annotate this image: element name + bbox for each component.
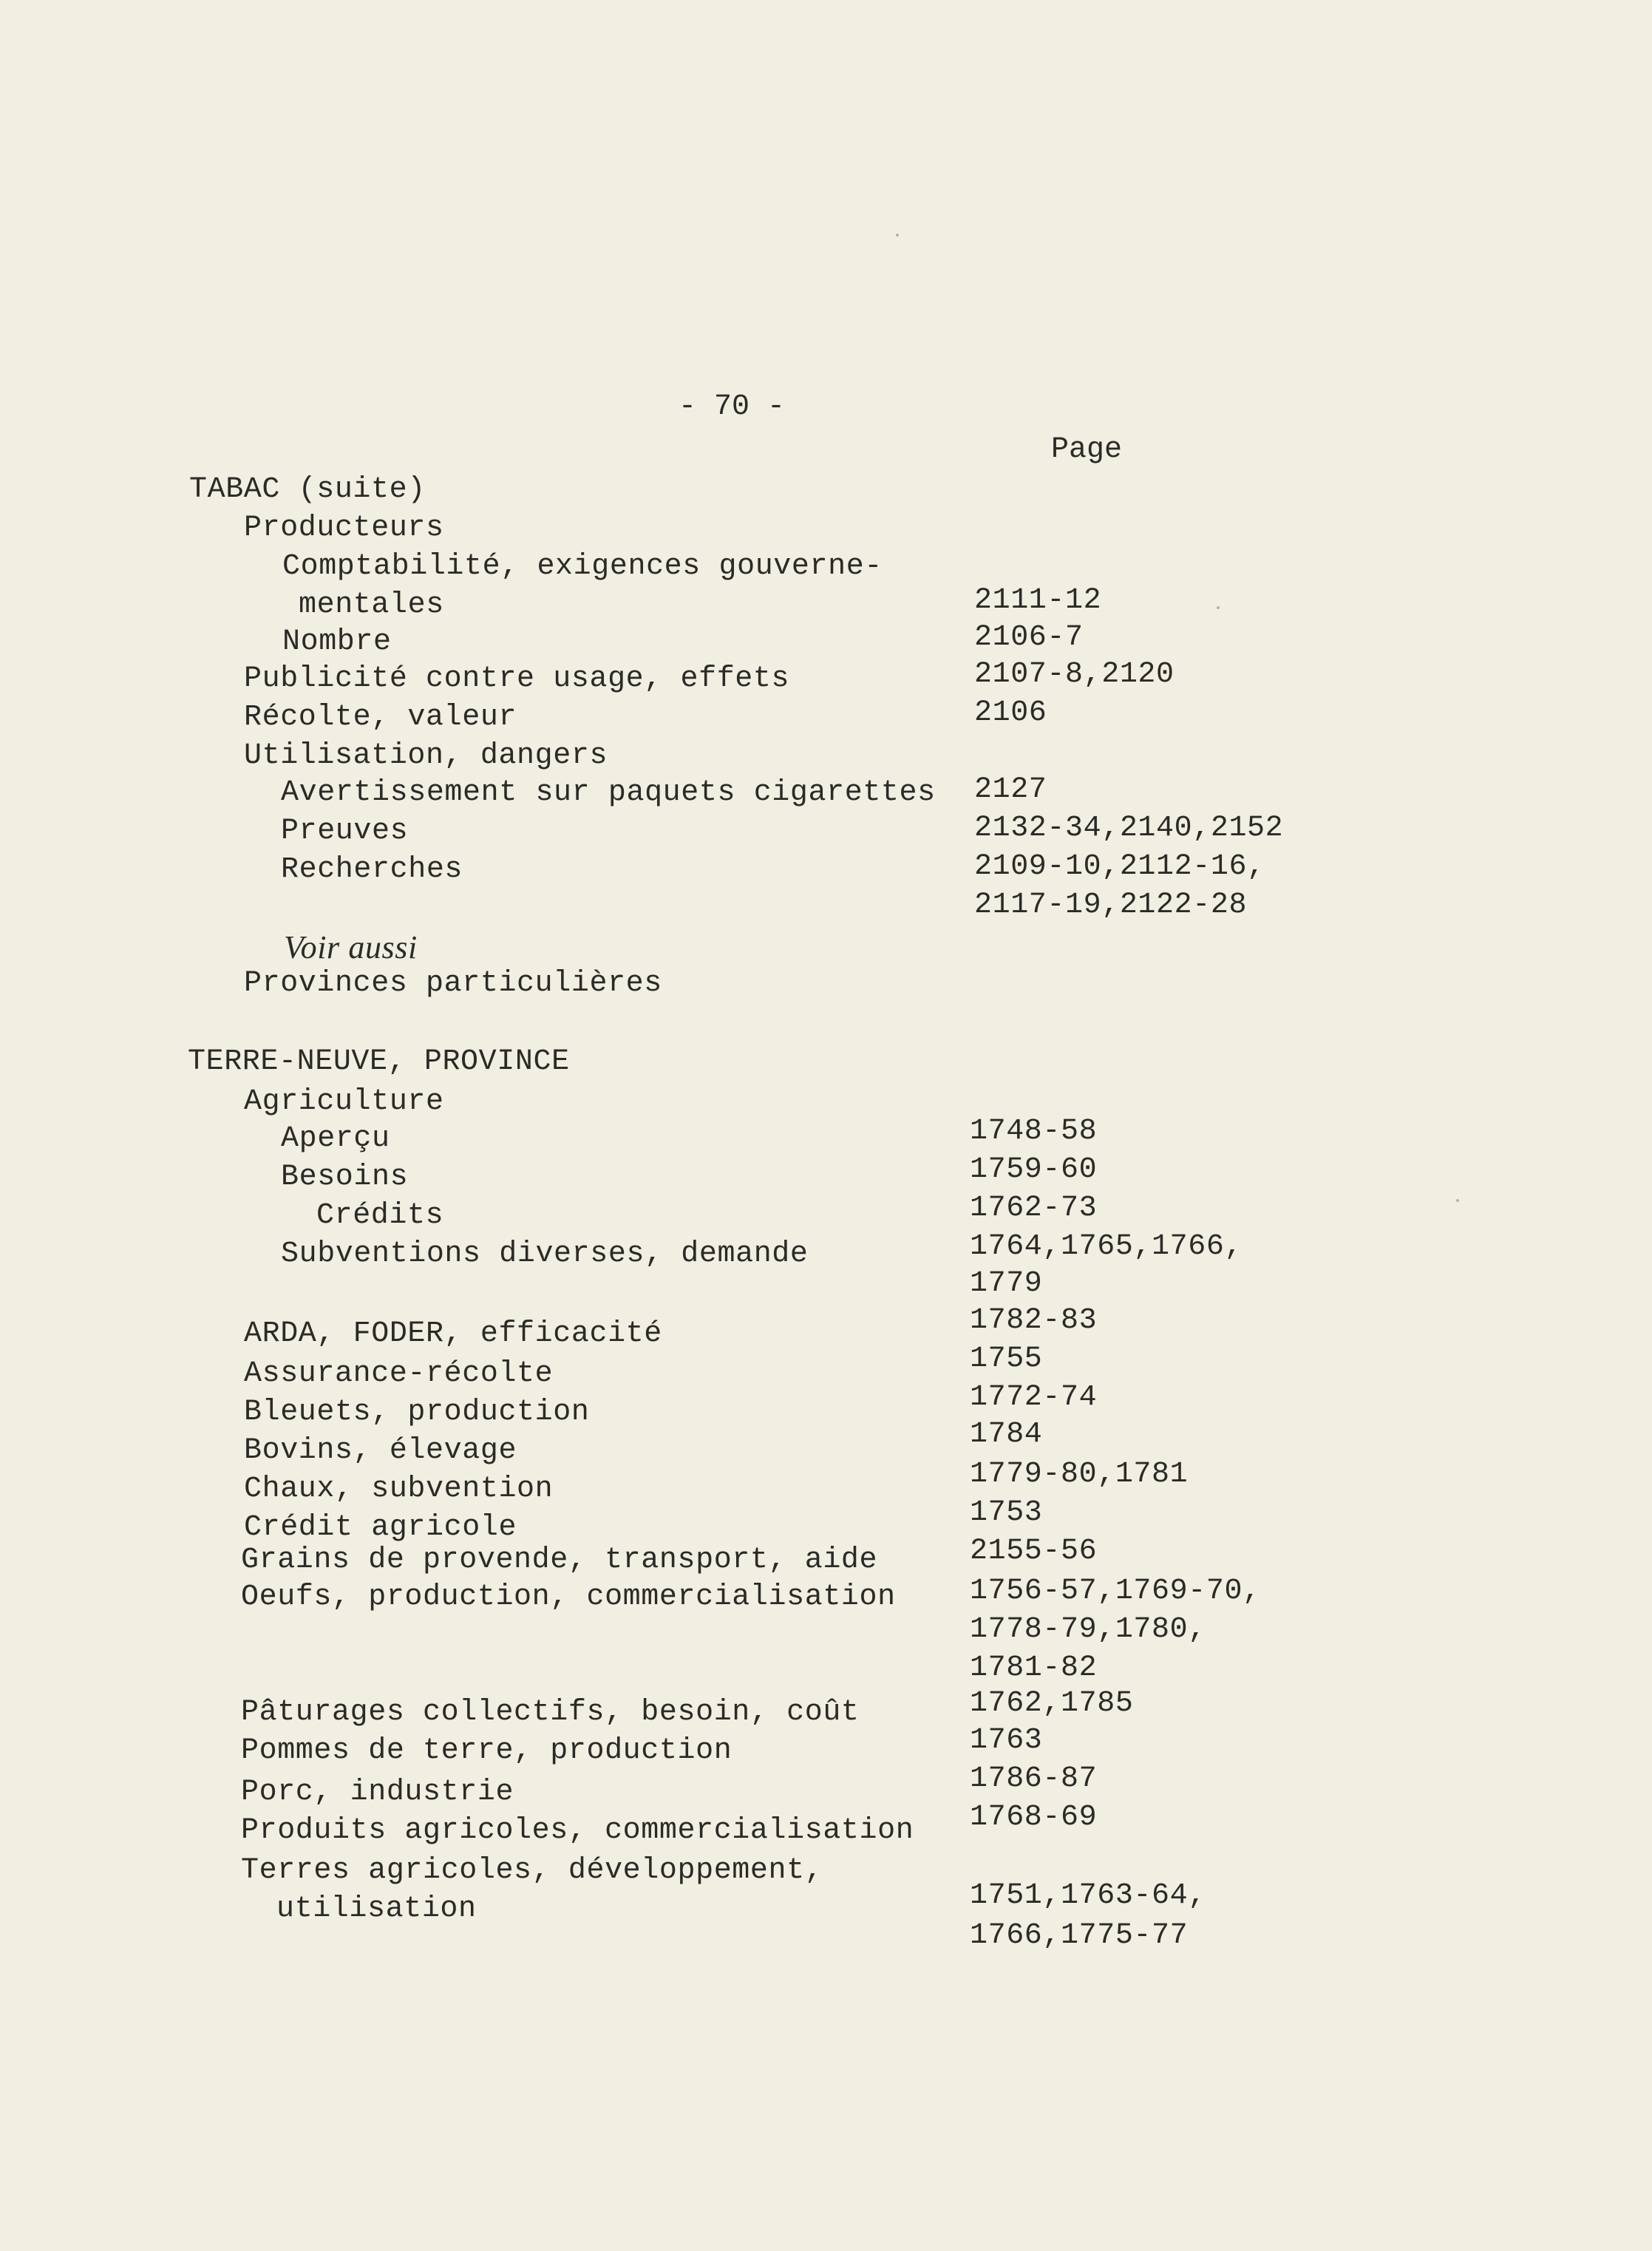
index-entry: Agriculture: [244, 1085, 444, 1118]
index-entry: Utilisation, dangers: [244, 739, 608, 773]
index-entry: Aperçu: [281, 1122, 390, 1155]
page-reference: 1768-69: [970, 1801, 1098, 1834]
paper-speck: [1217, 606, 1220, 609]
index-entry: Pommes de terre, production: [241, 1734, 732, 1768]
page-reference: 2106-7: [974, 621, 1084, 654]
page-reference: 2155-56: [970, 1535, 1098, 1568]
index-entry: Assurance-récolte: [244, 1357, 554, 1391]
page-reference: 1781-82: [970, 1651, 1098, 1685]
index-entry: Récolte, valeur: [244, 701, 517, 734]
index-entry: Avertissement sur paquets cigarettes: [281, 776, 936, 809]
index-entry: Comptabilité, exigences gouverne-: [282, 550, 883, 583]
index-entry: Bovins, élevage: [244, 1434, 517, 1467]
page-reference: 1751,1763-64,: [970, 1879, 1206, 1912]
index-entry: Provinces particulières: [244, 967, 662, 1000]
page-reference: 1763: [970, 1724, 1043, 1757]
index-entry: Producteurs: [244, 512, 444, 545]
index-entry: Bleuets, production: [244, 1396, 590, 1429]
section-heading-tabac: TABAC (suite): [189, 473, 426, 506]
page-reference: 1766,1775-77: [970, 1919, 1189, 1952]
page-reference: 1753: [970, 1496, 1043, 1529]
index-entry: Recherches: [281, 853, 463, 886]
index-entry: Publicité contre usage, effets: [244, 662, 790, 696]
index-entry: Terres agricoles, développement,: [241, 1854, 823, 1887]
page-number: - 70 -: [679, 390, 786, 424]
paper-speck: [896, 234, 899, 237]
page-reference: 1748-58: [970, 1115, 1098, 1148]
index-entry: Chaux, subvention: [244, 1473, 554, 1506]
index-entry: Nombre: [282, 625, 392, 659]
page-reference: 2106: [974, 696, 1047, 730]
index-entry: Crédits: [316, 1199, 444, 1232]
page-reference: 1784: [970, 1418, 1043, 1451]
index-entry: Crédit agricole: [244, 1511, 517, 1544]
index-entry: utilisation: [276, 1892, 477, 1926]
see-also-label: Voir aussi: [284, 929, 418, 965]
page-reference: 1786-87: [970, 1762, 1098, 1796]
page-reference: 2132-34,2140,2152: [974, 812, 1284, 845]
page-reference: 2109-10,2112-16,: [974, 850, 1265, 883]
page-reference: 2117-19,2122-28: [974, 889, 1248, 922]
section-heading-terre-neuve: TERRE-NEUVE, PROVINCE: [188, 1045, 570, 1079]
index-entry: Preuves: [281, 815, 409, 848]
page-reference: 2111-12: [974, 584, 1102, 617]
index-entry: Produits agricoles, commercialisation: [241, 1814, 914, 1847]
page-reference: 1779-80,1781: [970, 1458, 1189, 1491]
paper-speck: [1456, 1199, 1459, 1202]
page-reference: 1755: [970, 1342, 1043, 1376]
page-reference: 1762,1785: [970, 1687, 1134, 1720]
index-entry: mentales: [299, 588, 444, 622]
index-entry: Oeufs, production, commercialisation: [241, 1581, 896, 1614]
index-entry: Porc, industrie: [241, 1776, 514, 1809]
page-reference: 1762-73: [970, 1192, 1098, 1225]
page-reference: 1756-57,1769-70,: [970, 1575, 1261, 1608]
index-entry: Besoins: [281, 1161, 409, 1194]
page-reference: 1779: [970, 1267, 1043, 1300]
page-reference: 2127: [974, 773, 1047, 807]
page-reference: 1772-74: [970, 1381, 1098, 1414]
page-reference: 1764,1765,1766,: [970, 1230, 1243, 1263]
page-reference: 1759-60: [970, 1153, 1098, 1186]
index-entry: Grains de provende, transport, aide: [241, 1544, 878, 1577]
page-reference: 1778-79,1780,: [970, 1613, 1206, 1646]
index-entry: ARDA, FODER, efficacité: [244, 1317, 662, 1351]
page-reference: 1782-83: [970, 1304, 1098, 1337]
page-column-label: Page: [1051, 433, 1123, 466]
index-entry: Pâturages collectifs, besoin, coût: [241, 1696, 860, 1729]
page-reference: 2107-8,2120: [974, 658, 1175, 691]
index-entry: Subventions diverses, demande: [281, 1237, 809, 1271]
